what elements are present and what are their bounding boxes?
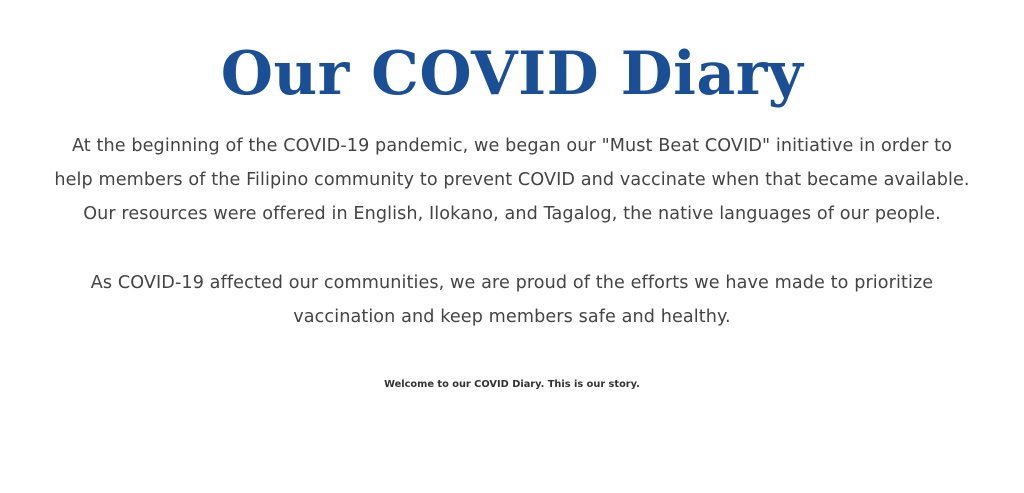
intro-line: At the beginning of the COVID-19 pandemic, we began our "Must Beat COVID" initiative in order to — [71, 136, 953, 156]
intro-paragraph — [0, 129, 1024, 231]
closing-statement: Welcome to our COVID Diary. This is our story. — [384, 379, 640, 390]
impact-paragraph — [0, 266, 1024, 334]
intro-line: Our resources were offered in English, Ilokano, and Tagalog, the native languages of our people. — [83, 204, 941, 224]
impact-line: As COVID-19 affected our communities, we are proud of the efforts we have made to prioritize — [90, 273, 934, 293]
intro-line: help members of the Filipino community to prevent COVID and vaccinate when that became available. — [54, 170, 970, 190]
page-title: Our COVID Diary — [220, 39, 804, 109]
impact-line: vaccination and keep members safe and healthy. — [293, 307, 731, 327]
